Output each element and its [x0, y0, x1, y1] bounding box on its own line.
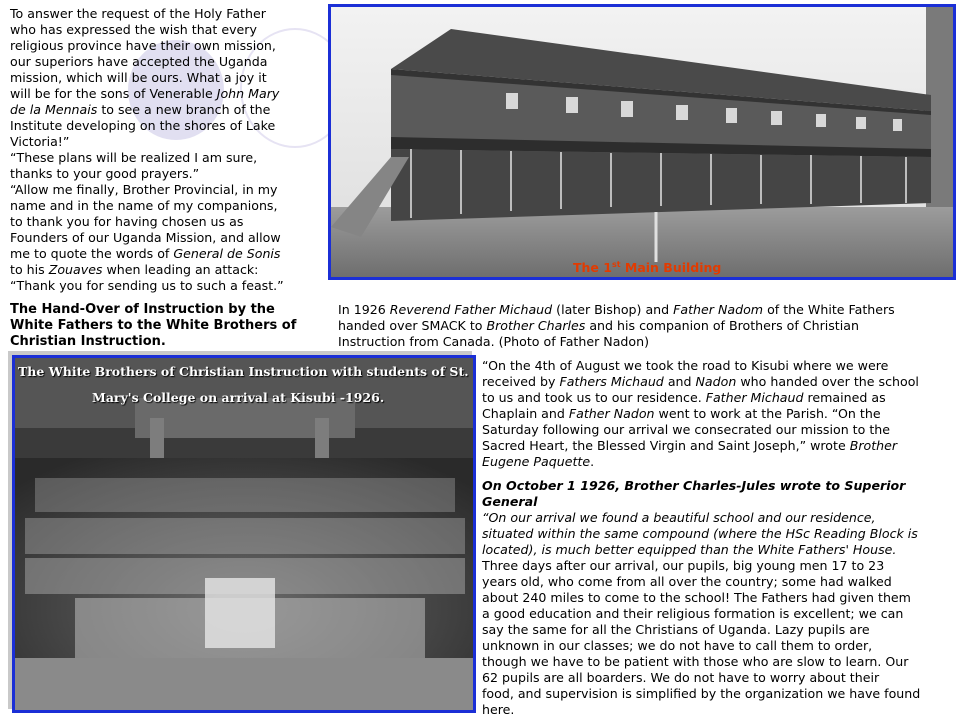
kisubi-text: “On the 4th of August we took the road to Kisubi where we were received by Fathers Michaud and Nadon who handed over the school to us and took us to our residence. Father Michaud remained as Chaplain and Father Nadon went to work at the Parish. “On the Saturday following our arrival we consecrated our mission to the Sacred Heart, the Blessed Virgin and Saint Joseph,” wrote Brother Eugene Paquette. — [482, 358, 919, 469]
group-illustration — [15, 358, 473, 710]
group-photo-caption-line2: Mary's College on arrival at Kisubi -1926. — [92, 390, 385, 405]
october-heading: On October 1 1926, Brother Charles-Jules wrote to Superior General — [482, 478, 906, 509]
october-text: “On our arrival we found a beautiful school and our residence, situated within the same compound (where the HSc Reading Block is located), is much better equipped than the White Fathers' House. Three days after our arrival, our pupils, big young men 17 to 23 years old, who come from all over the country; some had walked about 240 miles to come to the school! The Fathers had given them a good education and their religious formation is excellent; we can say the same for all the Christians of Uganda. Lazy pupils are unknown in our classes; we do not have to call them to order, though we have to be patient with those who are slow to learn. Our 62 pupils are all boarders. We do not have to worry about their food, and supervision is simplified by the organization we have found here. — [482, 510, 921, 717]
group-photo — [12, 355, 476, 713]
main-building-caption: The 1st Main Building — [573, 260, 722, 276]
main-building-photo — [328, 4, 956, 280]
handover-heading: The Hand-Over of Instruction by the White Fathers to the White Brothers of Christian Instruction. — [10, 302, 297, 349]
handover-text: In 1926 Reverend Father Michaud (later Bishop) and Father Nadom of the White Fathers handed over SMACK to Brother Charles and his companion of Brothers of Christian Instruction from Canada. (Photo of Father Nadon) — [338, 302, 895, 349]
left-letter-text: To answer the request of the Holy Father who has expressed the wish that every religious province have their own mission, our superiors have accepted the Uganda mission, which will be ours. What a joy it will be for the sons of Venerable John Mary de la Mennais to see a new branch of the Institute developing on the shores of Lake Victoria!” “These plans will be realized I am sure, thanks to your good prayers.” “Allow me finally, Brother Provincial, in my name and in the name of my companions, to thank you for having chosen us as Founders of our Uganda Mission, and allow me to quote the words of General de Sonis to his Zouaves when leading an attack: “Thank you for sending us to such a feast.” — [10, 6, 284, 293]
group-photo-caption-line1: The White Brothers of Christian Instruction with students of St. — [18, 364, 469, 379]
building-illustration — [331, 7, 953, 277]
